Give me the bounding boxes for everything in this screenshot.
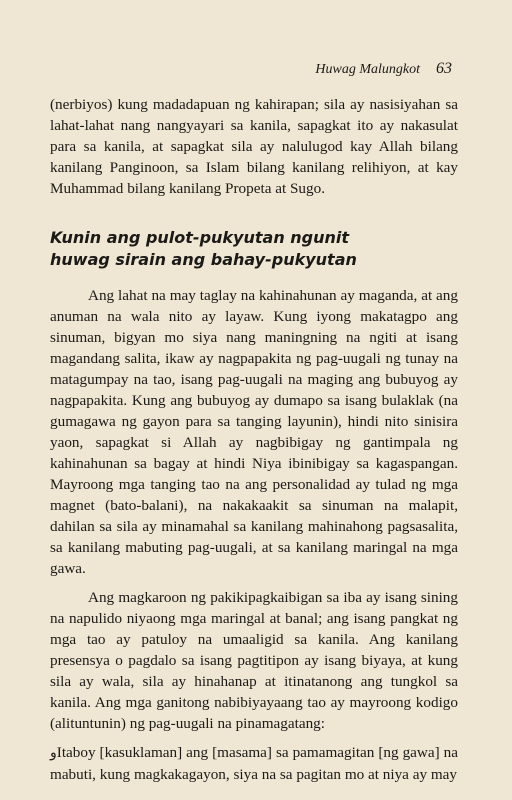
section-heading-line-1: Kunin ang pulot-pukyutan ngunit (50, 228, 350, 247)
paragraph-1: (nerbiyos) kung madadapuan ng kahirapan; sila ay nasisiyahan sa lahat-lahat nang nangyayari sa kanila, sapagkat ito ay nakasulat para sa kanila, at sapagkat sila ay nalulugod kay Allah bilang kanilang Panginoon, sa Islam bilang kanilang relihiyon, at kay Muhammad bilang kanilang Propeta at Sugo. (50, 96, 458, 197)
section-heading (50, 227, 458, 271)
quote-paragraph (50, 742, 458, 785)
running-head (315, 60, 452, 78)
paragraph-3: Ang magkaroon ng pakikipagkaibigan sa iba ay isang sining na napulido niyaong mga maringal at banal; ang isang pangkat ng mga tao ay patuloy na umaaligid sa kanila. Ang kanilang presensya o pagdalo sa isang pagtitipon ay isang biyaya, at kung sila ay wala, sila ay hinahanap at itinatanong ang tungkol sa kanila. Ang mga ganitong nabibiyayaang tao ay mayroong kodigo (alituntunin) ng pag-uugali na pinamagatang: (50, 589, 458, 732)
running-title: Huwag Malungkot (315, 62, 420, 77)
page-content (50, 94, 458, 785)
quote-text: Itaboy [kasuklaman] ang [masama] sa pamamagitan [ng gawa] na mabuti, kung magkakagayon, siya na sa pagitan mo at niya ay may (50, 744, 458, 783)
paragraph-2: Ang lahat na may taglay na kahinahunan ay maganda, at ang anuman na wala nito ay layaw. Kung iyong makatagpo ang sinuman, bigyan mo siya nang maningning na ngiti at isang magandang salita, ikaw ay nagpapakita ng pag-uugali ng tunay na matagumpay na tao, isang pag-uugali na maging ang bubuyog ay nagpapakita. Kung ang bubuyog ay dumapo sa isang bulaklak (na gumagawa ng gayon para sa tanging layunin), hindi nito sinisira yaon, sapagkat si Allah ay nagbibigay ng gantimpala ng kahinahunan sa bagay at hindi Niya ibinibigay sa kagaspangan. Mayroong mga tanging tao na ang personalidad ay tulad ng mga magnet (bato-balani), na nakakaakit sa sinuman na malapit, dahilan sa sila ay minamahal sa kanilang mahinahong pagsasalita, sa kanilang mabuting pag-uugali, at sa kanilang maringal na mga gawa. (50, 287, 458, 577)
page-number: 63 (436, 60, 452, 77)
section-heading-line-2: huwag sirain ang bahay-pukyutan (50, 250, 357, 269)
quote-mark: ﻭ (50, 746, 57, 761)
